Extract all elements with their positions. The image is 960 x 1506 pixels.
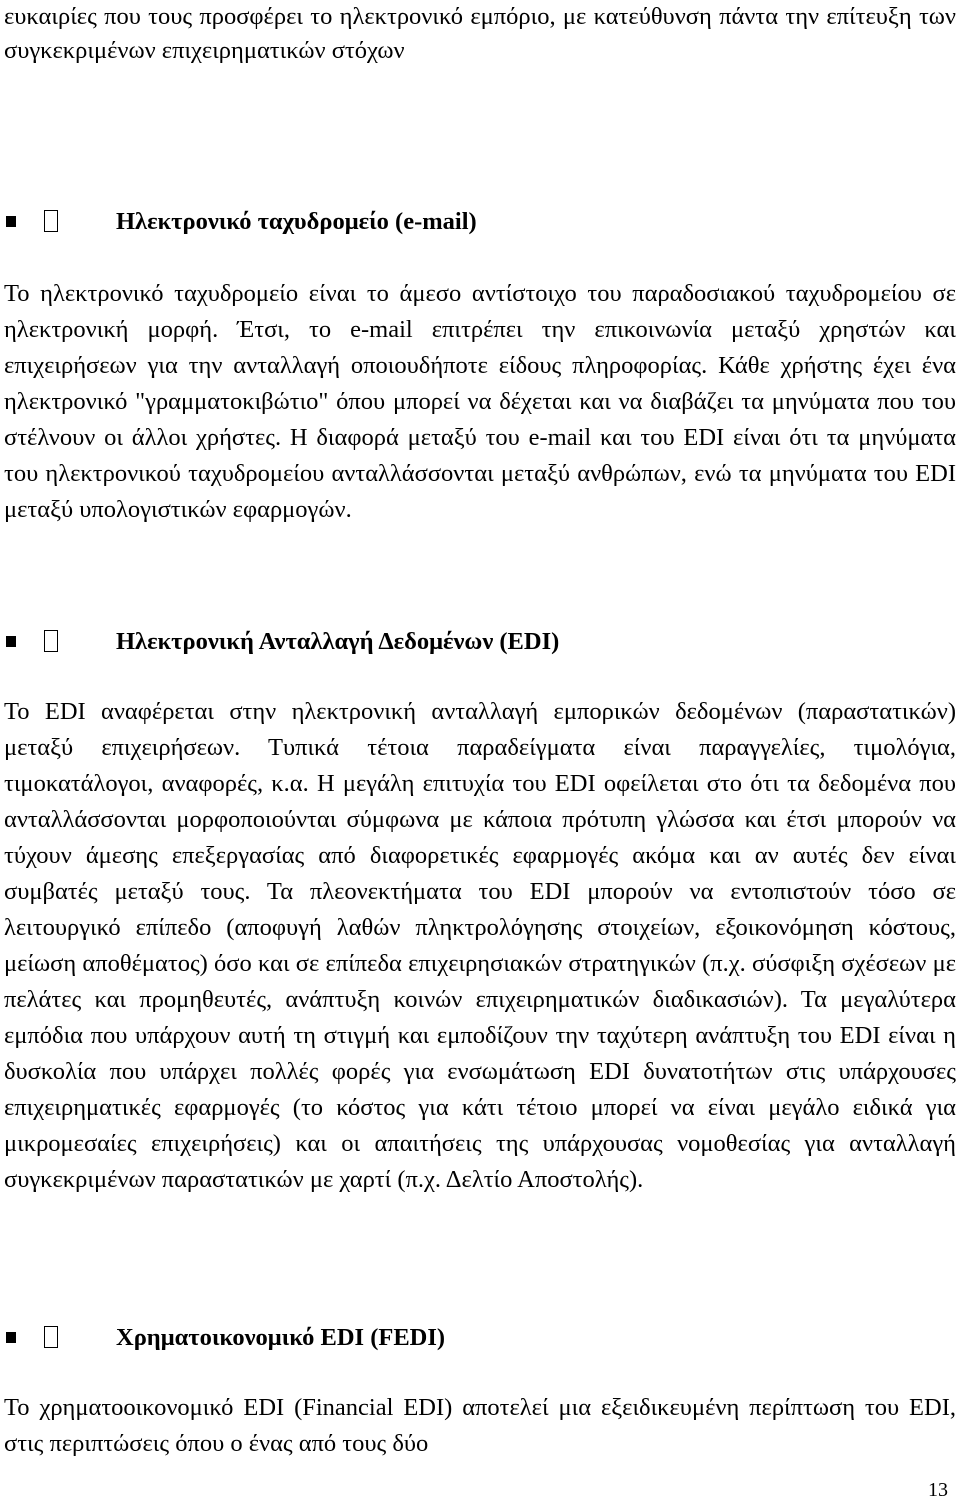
section-heading-text: Ηλεκτρονική Ανταλλαγή Δεδομένων (EDI): [116, 628, 560, 655]
square-bullet-icon: [6, 216, 16, 227]
missing-glyph-box-icon: [44, 210, 58, 232]
missing-glyph-box-icon: [44, 630, 58, 652]
section-heading-edi: [6, 624, 946, 660]
intro-paragraph: ευκαιρίες που τους προσφέρει το ηλεκτρονικό εμπόριο, με κατεύθυνση πάντα την επίτευξη των συγκεκριμένων επιχειρηματικών στόχων: [4, 3, 956, 64]
section-paragraph-fedi: Το χρηματοοικονομικό EDI (Financial EDI) αποτελεί μια εξειδικευμένη περίπτωση του EDI, στις περιπτώσεις όπου ο ένας από τους δύο: [4, 1394, 956, 1457]
section-heading-fedi: [6, 1320, 946, 1356]
page-number: 13: [928, 1479, 948, 1501]
section-heading-text: Χρηματοικονομικό EDI (FEDI): [116, 1324, 446, 1351]
missing-glyph-box-icon: [44, 1326, 58, 1348]
section-paragraph-email: Το ηλεκτρονικό ταχυδρομείο είναι το άμεσο αντίστοιχο του παραδοσιακού ταχυδρομείου σε ηλεκτρονική μορφή. Έτσι, το e-mail επιτρέπει την επικοινωνία μεταξύ χρηστών και επιχειρήσεων για την ανταλλαγή οποιουδήποτε είδους πληροφορίας. Κάθε χρήστης έχει ένα ηλεκτρονικό "γραμματοκιβώτιο" όπου μπορεί να δέχεται και να διαβάζει τα μηνύματα που του στέλνουν οι άλλοι χρήστες. Η διαφορά μεταξύ του e-mail και του EDI είναι ότι τα μηνύματα του ηλεκτρονικού ταχυδρομείου ανταλλάσσονται μεταξύ ανθρώπων, ενώ τα μηνύματα του EDI μεταξύ υπολογιστικών εφαρμογών.: [4, 280, 956, 523]
section-heading-text: Ηλεκτρονικό ταχυδρομείο (e-mail): [116, 208, 477, 235]
square-bullet-icon: [6, 636, 16, 647]
square-bullet-icon: [6, 1332, 16, 1343]
section-paragraph-edi: Το EDI αναφέρεται στην ηλεκτρονική ανταλλαγή εμπορικών δεδομένων (παραστατικών) μεταξύ επιχειρήσεων. Τυπικά τέτοια παραδείγματα είναι παραγγελίες, τιμολόγια, τιμοκατάλογοι, αναφορές, κ.α. Η μεγάλη επιτυχία του EDI οφείλεται στο ότι τα δεδομένα που ανταλλάσσονται μορφοποιούνται σύμφωνα με κάποια πρότυπη γλώσσα και έτσι μπορούν να τύχουν άμεσης επεξεργασίας από διαφορετικές εφαρμογές ακόμα και αν αυτές δεν είναι συμβατές μεταξύ τους. Τα πλεονεκτήματα του EDI μπορούν να εντοπιστούν τόσο σε λειτουργικό επίπεδο (αποφυγή λαθών πληκτρολόγησης στοιχείων, εξοικονόμηση κόστους, μείωση αποθέματος) όσο και σε επίπεδα επιχειρησιακών στρατηγικών (π.χ. σύσφιξη σχέσεων με πελάτες και προμηθευτές, ανάπτυξη κοινών επιχειρηματικών διαδικασιών). Τα μεγαλύτερα εμπόδια που υπάρχουν αυτή τη στιγμή και εμποδίζουν την ταχύτερη ανάπτυξη του EDI είναι η δυσκολία που υπάρχει πολλές φορές για ενσωμάτωση EDI δυνατοτήτων στις υπάρχουσες επιχειρηματικές εφαρμογές (το κόστος για κάτι τέτοιο μπορεί να είναι μεγάλο ειδικά για μικρομεσαίες επιχειρήσεις) και οι απαιτήσεις της υπάρχουσας νομοθεσίας για ανταλλαγή συγκεκριμένων παραστατικών με χαρτί (π.χ. Δελτίο Αποστολής).: [4, 698, 956, 1193]
section-heading-email: [6, 204, 946, 240]
